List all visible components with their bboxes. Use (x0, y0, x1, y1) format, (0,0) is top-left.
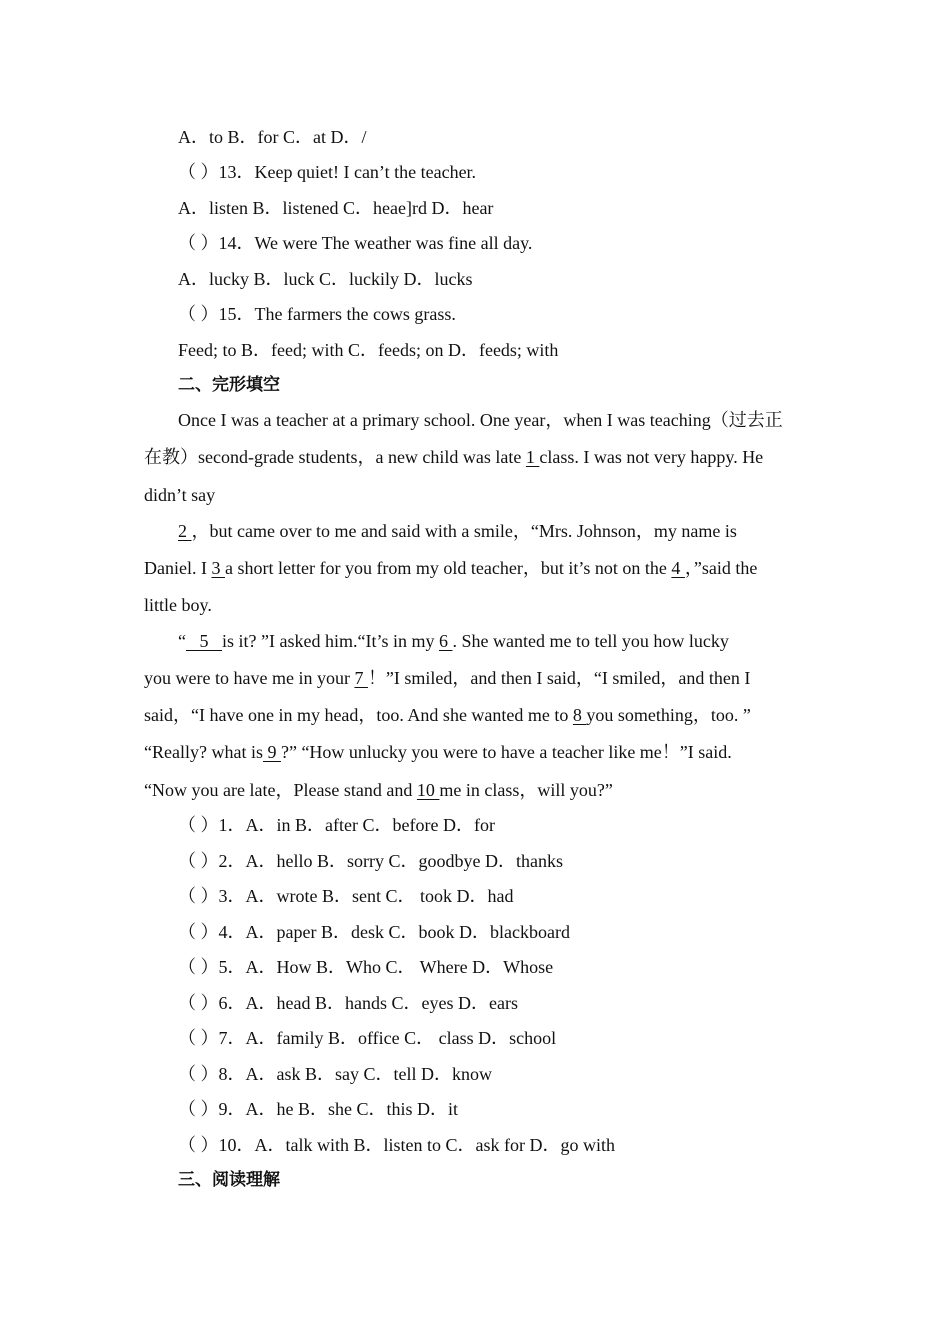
blank-9: 9 (262, 742, 281, 762)
blank-7: 7 (354, 668, 368, 688)
cloze-question-10: （ ）10．A．talk with B．listen to C．ask for D．go with (178, 1135, 615, 1155)
cloze-passage-line: little boy. (144, 595, 212, 615)
cloze-question-8: （ ）8．A．ask B．say C．tell D．know (178, 1064, 492, 1084)
cloze-question-4: （ ）4．A．paper B．desk C．book D．blackboard (178, 922, 570, 942)
cloze-passage-line: 在教）second-grade students，a new child was late 1 class. I was not very happy. He (144, 447, 764, 467)
blank-4: 4 (671, 558, 685, 578)
blank-6: 6 (438, 631, 453, 651)
cloze-passage-line: “Now you are late，Please stand and 10 me in class，will you?” (144, 780, 613, 800)
blank-1: 1 (525, 447, 540, 467)
cloze-question-2: （ ）2．A．hello B．sorry C．goodbye D．thanks (178, 851, 563, 871)
blank-10: 10 (416, 780, 440, 800)
mc-options-12: A．to B．for C．at D．/ (178, 127, 367, 147)
blank-3: 3 (211, 558, 225, 578)
cloze-question-7: （ ）7．A．family B．office C． class D．school (178, 1028, 557, 1048)
cloze-question-9: （ ）9．A．he B．she C．this D．it (178, 1099, 459, 1119)
cloze-question-3: （ ）3．A．wrote B．sent C． took D．had (178, 886, 514, 906)
blank-2: 2 (178, 521, 192, 541)
reading-heading: 三、阅读理解 (178, 1170, 280, 1190)
mc-options-15: Feed; to B．feed; with C．feeds; on D．feeds; with (178, 340, 559, 360)
cloze-passage-line: “Really? what is 9 ?” “How unlucky you were to have a teacher like me！”I said. (144, 742, 732, 762)
cloze-passage-line: said，“I have one in my head，too. And she wanted me to 8 you something，too. ” (144, 705, 751, 725)
cloze-question-6: （ ）6．A．head B．hands C．eyes D．ears (178, 993, 518, 1013)
mc-options-13: A．listen B．listened C．heae]rd D．hear (178, 198, 494, 218)
cloze-question-5: （ ）5．A．How B．Who C． Where D．Whose (178, 957, 554, 977)
cloze-passage-line: you were to have me in your 7 ！”I smiled，and then I said，“I smiled，and then I (144, 668, 751, 688)
mc-question-15: （ ）15．The farmers the cows grass. (178, 304, 456, 324)
blank-8: 8 (572, 705, 587, 725)
cloze-passage-line: Once I was a teacher at a primary school. One year，when I was teaching（过去正 (178, 410, 783, 430)
blank-5: 5 (186, 631, 222, 651)
mc-options-14: A．lucky B．luck C．luckily D．lucks (178, 269, 473, 289)
mc-question-14: （ ）14．We were The weather was fine all day. (178, 233, 533, 253)
mc-question-13: （ ）13．Keep quiet! I can’t the teacher. (178, 162, 477, 182)
cloze-passage-line: “ 5 is it? ”I asked him.“It’s in my 6 . She wanted me to tell you how lucky (178, 631, 729, 651)
cloze-passage-line: 2 ，but came over to me and said with a smile，“Mrs. Johnson，my name is (178, 521, 737, 541)
cloze-heading: 二、完形填空 (178, 375, 280, 395)
cloze-passage-line: Daniel. I 3 a short letter for you from my old teacher，but it’s not on the 4 ，”said the (144, 558, 758, 578)
cloze-question-1: （ ）1．A．in B．after C．before D．for (178, 815, 495, 835)
cloze-passage-line: didn’t say (144, 485, 216, 505)
